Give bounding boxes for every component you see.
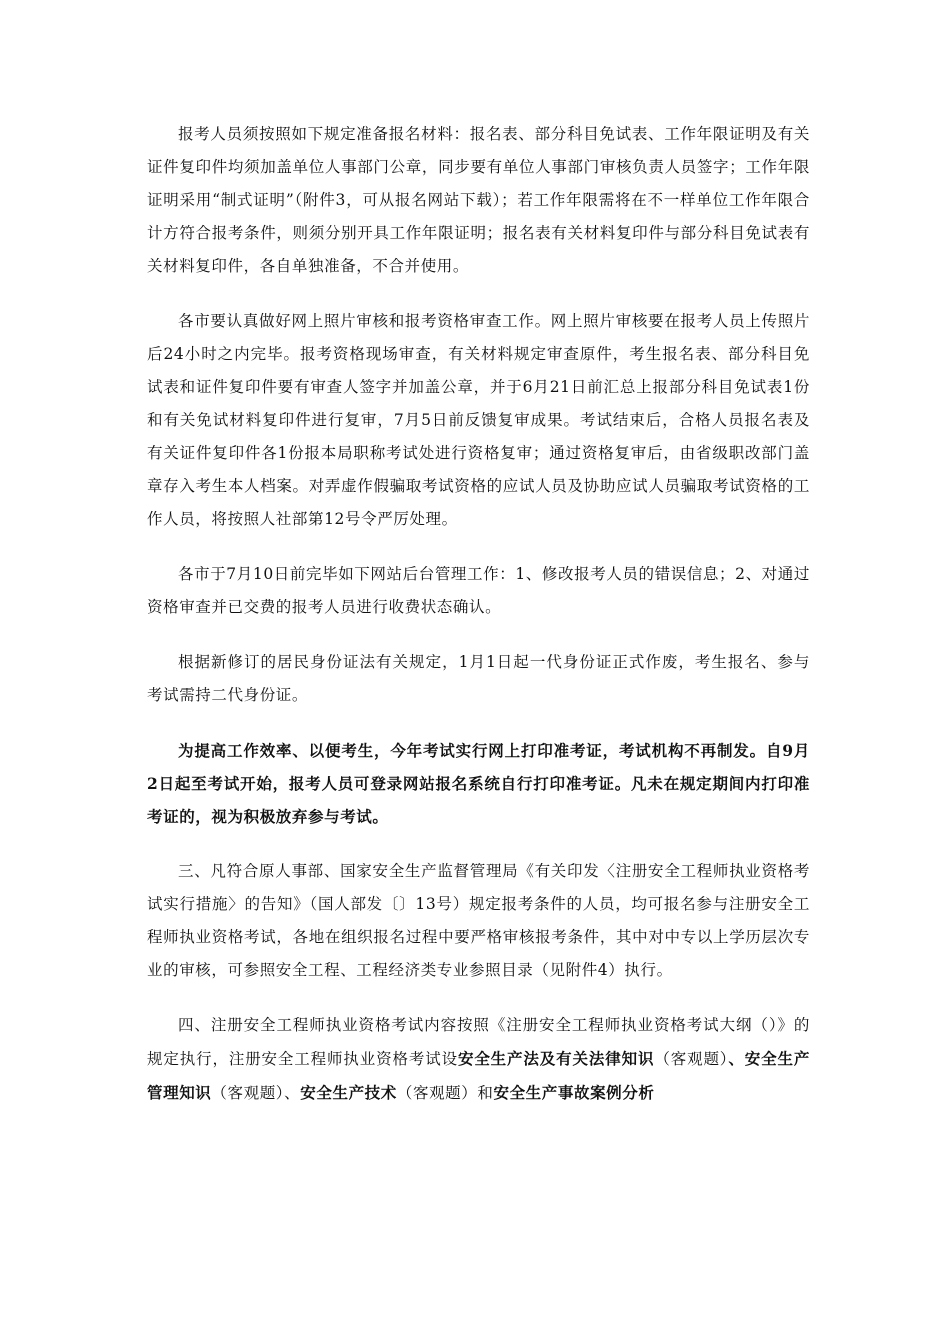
subject-management-knowledge: 安全生产管理知识 xyxy=(147,1049,810,1102)
section-four-text: （客观题） xyxy=(654,1050,729,1068)
subject-case-analysis: 安全生产事故案例分析 xyxy=(493,1083,655,1102)
paragraph-application-materials: 报考人员须按照如下规定准备报名材料：报名表、部分科目免试表、工作年限证明及有关证件复印件均须加盖单位人事部门公章，同步要有单位人事部门审核负责人员签字；工作年限证明采用“制式证明”（附件3，可从报名网站下载）；若工作年限需将在不一样单位工作年限合计方符合报考条件，则须分别开具工作年限证明；报名表有关材料复印件与部分科目免试表有关材料复印件，各自单独准备，不合并使用。 xyxy=(147,125,810,275)
paragraph-qualification-review: 各市要认真做好网上照片审核和报考资格审查工作。网上照片审核要在报考人员上传照片后24小时之内完毕。报考资格现场审查，有关材料规定审查原件，考生报名表、部分科目免试表和证件复印件要有审查人签字并加盖公章，并于6月21日前汇总上报部分科目免试表1份和有关免试材料复印件进行复审，7月5日前反馈复审成果。考试结束后，合格人员报名表及有关证件复印件各1份报本局职称考试处进行资格复审；通过资格复审后，由省级职改部门盖章存入考生本人档案。对弄虚作假骗取考试资格的应试人员及协助应试人员骗取考试资格的工作人员，将按照人社部第12号令严厉处理。 xyxy=(147,312,810,528)
section-four-text: （客观题）和 xyxy=(396,1084,494,1102)
document-body xyxy=(147,118,810,1110)
paragraph-admission-ticket: 为提高工作效率、以便考生，今年考试实行网上打印准考证，考试机构不再制发。自9月2日起至考试开始，报考人员可登录网站报名系统自行打印准考证。凡未在规定期间内打印准考证的，视为积极放弃参与考试。 xyxy=(147,741,810,826)
paragraph-section-three: 三、凡符合原人事部、国家安全生产监督管理局《有关印发〈注册安全工程师执业资格考试实行措施〉的告知》（国人部发〔〕13号）规定报考条件的人员，均可报名参与注册安全工程师执业资格考试，各地在组织报名过程中要严格审核报考条件，其中对中专以上学历层次专业的审核，可参照安全工程、工程经济类专业参照目录（见附件4）执行。 xyxy=(147,862,810,979)
paragraph-section-four xyxy=(147,1009,810,1110)
section-four-text: 四、注册安全工程师执业资格考试内容按照《注册安全工程师执业资格考试大纲（）》的规定执行，注册安全工程师执业资格考试设 xyxy=(147,1016,810,1068)
subject-safety-technology: 安全生产技术 xyxy=(300,1083,397,1102)
paragraph-id-card: 根据新修订的居民身份证法有关规定，1月1日起一代身份证正式作废，考生报名、参与考试需持二代身份证。 xyxy=(147,653,810,704)
section-four-text: （客观题）、 xyxy=(211,1084,301,1102)
subject-law-knowledge: 安全生产法及有关法律知识 xyxy=(457,1049,655,1068)
separator-comma: 、 xyxy=(728,1049,745,1068)
paragraph-website-management: 各市于7月10日前完毕如下网站后台管理工作：1、修改报考人员的错误信息；2、对通过资格审查并已交费的报考人员进行收费状态确认。 xyxy=(147,565,810,616)
